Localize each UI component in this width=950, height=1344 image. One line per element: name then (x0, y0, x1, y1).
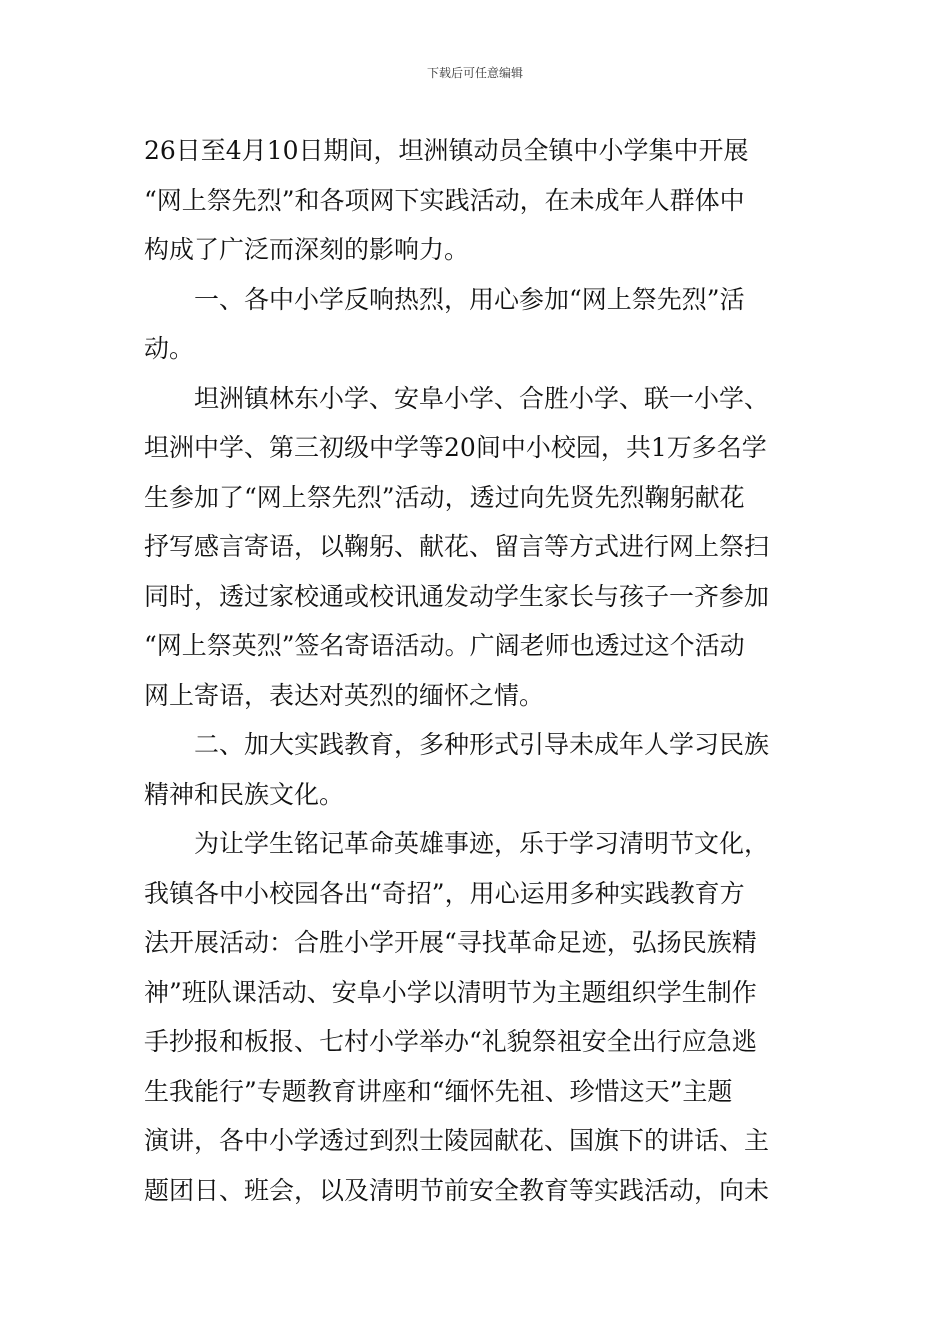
text-line: 坦洲中学、第三初级中学等20间中小校园，共1万多名学 (144, 433, 767, 462)
text-line: 我镇各中小校园各出“奇招”，用心运用多种实践教育方 (144, 878, 745, 908)
text-line: 法开展活动：合胜小学开展“寻找革命足迹，弘扬民族精 (144, 928, 757, 957)
text-line: 网上寄语，表达对英烈的缅怀之情。 (144, 680, 545, 710)
text-line: “网上祭英烈”签名寄语活动。广阔老师也透过这个活动 (144, 631, 745, 660)
page-header: 下载后可任意编辑 (426, 66, 523, 80)
text-line: 生我能行”专题教育讲座和“缅怀先祖、珍惜这天”主题 (144, 1076, 733, 1106)
text-line: 二、加大实践教育，多种形式引导未成年人学习民族 (194, 730, 770, 759)
text-line: 一、各中小学反响热烈，用心参加“网上祭先烈”活 (194, 284, 745, 314)
text-line: 生参加了“网上祭先烈”活动，透过向先贤先烈鞠躬献花 (144, 482, 745, 512)
text-line: 构成了广泛而深刻的影响力。 (144, 235, 470, 264)
text-line: 抒写感言寄语，以鞠躬、献花、留言等方式进行网上祭扫 (144, 532, 770, 561)
text-line: 26日至4月10日期间，坦洲镇动员全镇中小学集中开展 (144, 136, 749, 165)
text-line: 为让学生铭记革命英雄事迹，乐于学习清明节文化， (194, 829, 770, 858)
text-line: 动。 (144, 334, 195, 363)
text-line: 神”班队课活动、安阜小学以清明节为主题组织学生制作 (144, 977, 757, 1007)
text-line: 演讲，各中小学透过到烈士陵园献花、国旗下的讲话、主 (144, 1126, 770, 1155)
document-body (144, 126, 804, 1215)
text-line: 手抄报和板报、七村小学举办“礼貌祭祖安全出行应急逃 (144, 1027, 757, 1056)
text-line: “网上祭先烈”和各项网下实践活动，在未成年人群体中 (144, 185, 745, 215)
text-line: 同时，透过家校通或校讯通发动学生家长与孩子一齐参加 (144, 581, 770, 611)
text-line: 题团日、班会，以及清明节前安全教育等实践活动，向未 (144, 1175, 770, 1205)
text-line: 坦洲镇林东小学、安阜小学、合胜小学、联一小学、 (194, 383, 770, 413)
text-line: 精神和民族文化。 (144, 779, 345, 809)
